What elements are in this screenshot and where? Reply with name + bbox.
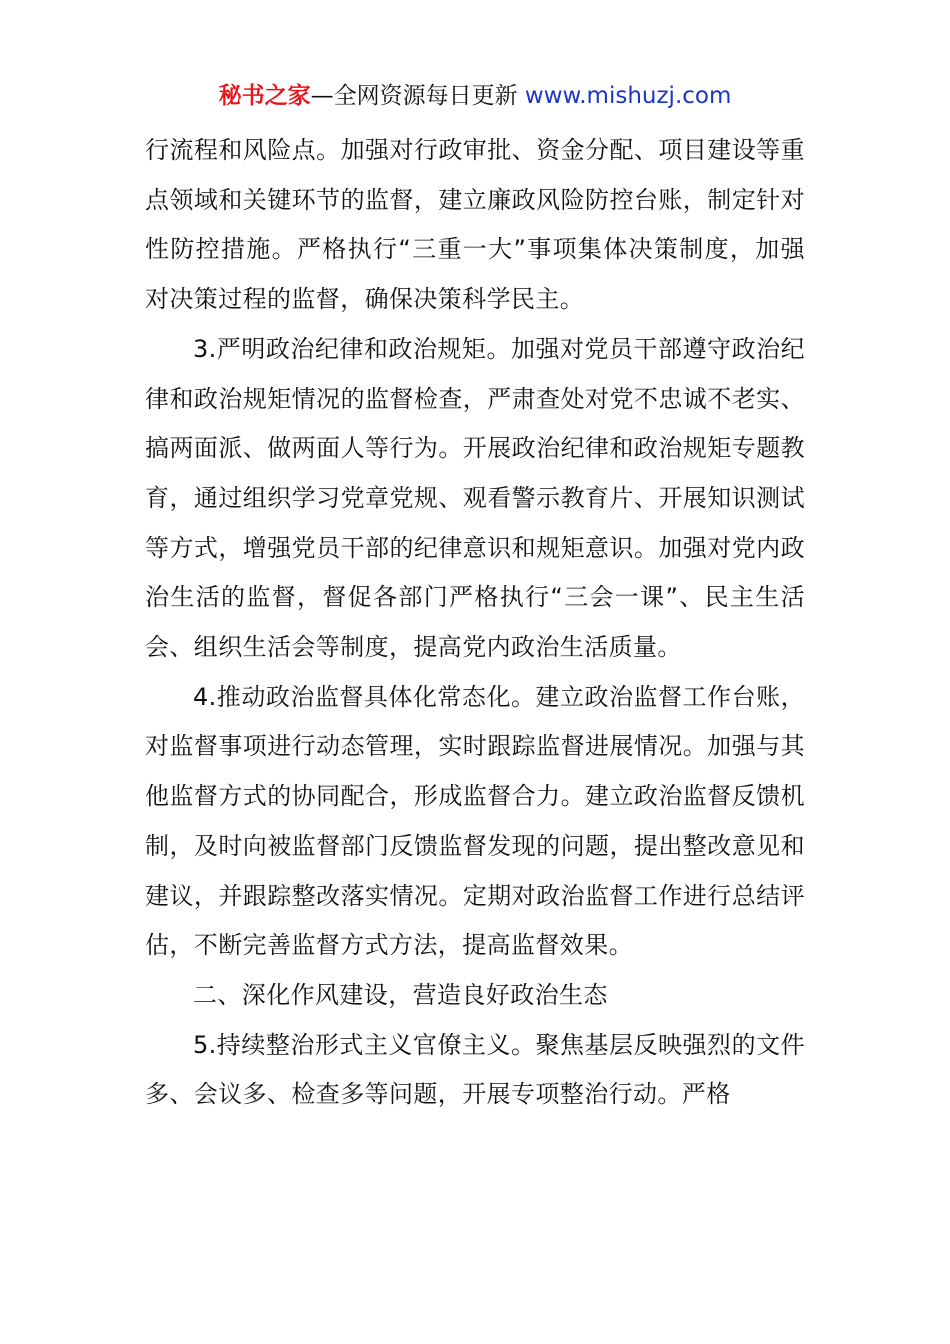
site-url[interactable]: www.mishuzj.com — [524, 83, 732, 109]
site-brand: 秘书之家 — [218, 83, 311, 109]
paragraph-item-3: 3.严明政治纪律和政治规矩。加强对党员干部遵守政治纪律和政治规矩情况的监督检查，严肃查处对党不忠诚不老实、搞两面派、做两面人等行为。开展政治纪律和政治规矩专题教育，通过组织学习党章党规、观看警示教育片、开展知识测试等方式，增强党员干部的纪律意识和规矩意识。加强对党内政治生活的监督，督促各部门严格执行“三会一课”、民主生活会、组织生活会等制度，提高党内政治生活质量。 — [145, 334, 805, 662]
paragraph-continuation: 行流程和风险点。加强对行政审批、资金分配、项目建设等重点领域和关键环节的监督，建立廉政风险防控台账，制定针对性防控措施。严格执行“三重一大”事项集体决策制度，加强对决策过程的监督，确保决策科学民主。 — [145, 136, 805, 314]
paragraph-item-4: 4.推动政治监督具体化常态化。建立政治监督工作台账，对监督事项进行动态管理，实时跟踪监督进展情况。加强与其他监督方式的协同配合，形成监督合力。建立政治监督反馈机制，及时向被监督部门反馈监督发现的问题，提出整改意见和建议，并跟踪整改落实情况。定期对政治监督工作进行总结评估，不断完善监督方式方法，提高监督效果。 — [145, 682, 805, 960]
paragraph-item-5: 5.持续整治形式主义官僚主义。聚焦基层反映强烈的文件多、会议多、检查多等问题，开展专项整治行动。严格 — [145, 1030, 805, 1109]
document-body — [145, 126, 805, 1120]
site-tagline: —全网资源每日更新 — [310, 83, 518, 109]
section-heading-2: 二、深化作风建设，营造良好政治生态 — [193, 980, 608, 1009]
site-header — [0, 80, 950, 112]
